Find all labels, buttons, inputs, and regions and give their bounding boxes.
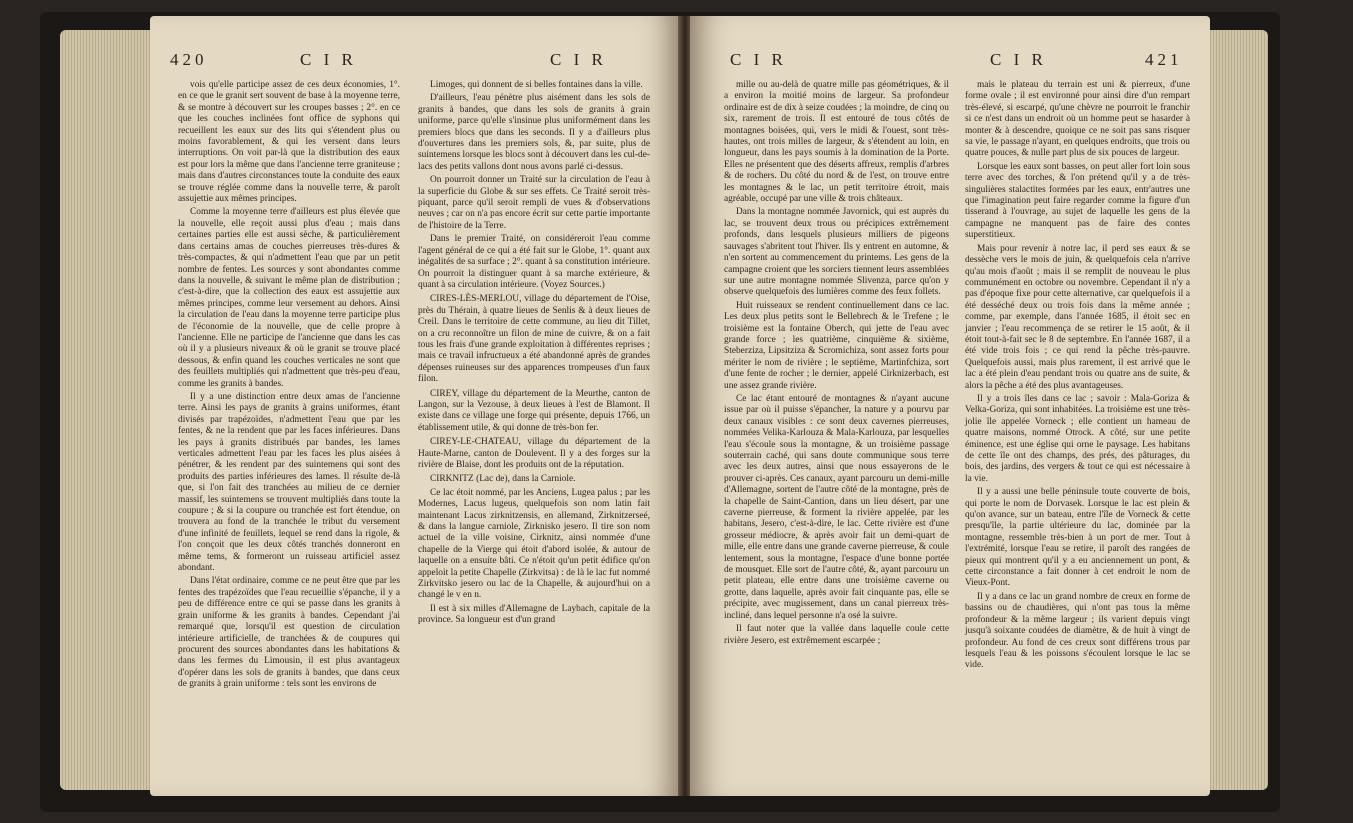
paragraph: Il y a trois îles dans ce lac ; savoir : Mala-Goriza & Velka-Goriza, qui sont inhabitées. La troisième est une très-jolie île appelée Vorneck ; elle contient un hameau de quatre maisons, nommé Otrock. A côté, sur une petite éminence, est une église qui orne le paysage. Les habitans de cette île ont des champs, des prés, des pâturages, du bois, des jardins, des vergers & tout ce qui est nécessaire à la vie. (965, 393, 1190, 484)
paragraph: Il faut noter que la vallée dans laquelle coule cette rivière Jesero, est extrêmement escarpée ; (724, 624, 949, 646)
right-page (690, 16, 1210, 796)
paragraph: Il y a dans ce lac un grand nombre de creux en forme de bassins ou de chaudières, qui n'ont pas tous la même profondeur & la même largeur ; ils varient depuis vingt jusqu'à soixante coudées de diamètre, & de huit à vingt de profondeur. Au fond de ces creux sont différens trous par lesquels l'eau & les poissons s'écoulent lorsque le lac se vide. (965, 591, 1190, 671)
paragraph: Limoges, qui donnent de si belles fontaines dans la ville. (430, 80, 643, 90)
right-running-head: C I R (730, 50, 787, 69)
paragraph: Huit ruisseaux se rendent continuellement dans ce lac. Les deux plus petits sont le Bellebrech & le Trefene ; le troisième est la fontaine Oberch, qui jette de l'eau avec grande force ; les quatrième, cinquième & sixième, Steberziza, Lipsitziza & Scromichiza, sont assez forts pour mériter le nom de rivière ; le septième, Martinfchiza, sort d'une fente de rocher ; le dernier, appelé Cirknizerbach, est une assez grande rivière. (724, 300, 949, 391)
right-running-head-2: C I R (990, 50, 1047, 69)
paragraph: Dans la montagne nommée Javornick, qui est auprès du lac, se trouvent deux trous ou précipices extrêmement profonds, dans lesquels plusieurs milliers de pigeons sauvages s'abritent tout l'hiver. Ils y entrent en automne, & n'en sortent au commencement du printems. Les gens de la campagne croient que les sorciers tiennent leurs assemblées sur une autre montagne nommée Slivenza, parce qu'on y observe quelquefois des lumières comme des feux follets. (724, 207, 949, 298)
left-running-head-2: C I R (550, 50, 607, 69)
left-column-2 (418, 80, 650, 629)
left-page (150, 16, 680, 796)
right-page-number: 421 (1145, 50, 1183, 69)
left-page-number: 420 (170, 50, 208, 69)
paragraph: Ce lac étant entouré de montagnes & n'ayant aucune issue par où il puisse s'épancher, la nature y a pourvu par deux canaux visibles : ce sont deux cavernes pierreuses, nommées Velika-Karlouza & Mala-Karlouza, par lesquelles l'eau s'écoule sous la montagne, & un troisième passage souterrain caché, qui sans doute communique sous terre avec les deux autres, ainsi que nous essayerons de le prouver ci-après. Ces canaux, ayant parcouru un demi-mille d'Allemagne, sortent de l'autre côté de la montagne, près de la chapelle de Saint-Cantion, dans un lieu désert, par une caverne pierreuse, & forment la rivière appelée, par les habitans, Jesero, c'est-à-dire, le lac. Cette rivière est d'une grosseur médiocre, & après avoir fait un demi-quart de mille, elle entre dans une grande caverne pierreuse, & coule lentement, sous la montagne, l'espace d'une bonne portée de mousquet. Elle sort de l'autre côté, &, ayant parcouru un petit plateau, elle entre dans une troisième caverne ou grotte, dans laquelle, après avoir fait cinquante pas, elle se précipite, avec mugissement, dans un canal pierreux très-incliné, dans lequel personne n'a osé la suivre. (724, 393, 949, 621)
paragraph: Il est à six milles d'Allemagne de Laybach, capitale de la province. Sa longueur est d'un grand (418, 603, 650, 626)
paragraph: Il y a une distinction entre deux amas de l'ancienne terre. Ainsi les pays de granits à grains uniformes, étant divisés par trapézoïdes, n'admettent l'eau que par les fentes, & ne la rendent que par les faces inférieures. Dans les pays à granits distribués par bandes, les lames verticales admettent l'eau par les faces les plus aisées à pénétrer, & les rendent par des suintemens qui sont des produits des parties inférieures des lames. Il résulte de-là que, si l'on fait des tranchées au milieu de ce dernier massif, les suintemens se trouvent multipliés dans toute la coupure ; & si la coupure ou tranchée est fort étendue, on trouvera au fond de la tranchée le tribut du versement d'une infinité de feuillets, lequel se rend dans la rigole, & l'on conçoit que les deux côtés tranchés donneront en même tems, & formeront un ruisseau artificiel assez abondant. (178, 391, 400, 574)
paragraph: Mais pour revenir à notre lac, il perd ses eaux & se dessèche vers le mois de juin, & quelquefois cela n'arrive qu'au mois d'août ; mais il se remplit de nouveau le plus communément en octobre ou novembre. Cependant il n'y a pas d'époque fixe pour cette alternative, car quelquefois il a été desséché deux ou trois fois dans la même année ; comme, par exemple, dans l'année 1685, il étoit sec en janvier ; l'eau recommença de se retirer le 15 août, & il étoit tout-à-fait sec le 8 de septembre. En l'année 1687, il a été vide trois fois ; ce qui rend la pêche très-pauvre. Quelquefois aussi, mais plus rarement, il est arrivé que le lac a été plein d'eau pendant trois ou quatre ans de suite, & alors la pêche a été des plus avantageuses. (965, 243, 1190, 391)
paragraph: Lorsque les eaux sont basses, on peut aller fort loin sous terre avec des torches, & l'on prétend qu'il y a de très-singulières stalactites formées par les eaux, entr'autres une que l'imagination peut faire regarder comme la figure d'un tisserand à l'ouvrage, au sujet de laquelle les gens de la campagne ne manquent pas de faire des contes superstitieux. (965, 161, 1190, 241)
paragraph: vois qu'elle participe assez de ces deux économies, 1°. en ce que le granit sert souvent de base à la moyenne terre, & se montre à découvert sur les croupes basses ; 2°. en ce que les couches inclinées font office de syphons qui recueillent les eaux sur des lits qui s'étendent plus ou moins favorablement, & qui les versent dans leurs interruptions. On voit par-là que la distribution des eaux est pour lors la même que dans l'ancienne terre graniteuse ; mais dans d'autres circonstances toute la conduite des eaux se trouve réglée comme dans la nouvelle terre, & paroît assujettie aux mêmes principes. (178, 80, 400, 205)
paragraph: Comme la moyenne terre d'ailleurs est plus élevée que la nouvelle, elle reçoit aussi plus d'eau ; mais dans certaines parties elle est aussi sèche, & particulièrement dans certains amas de couches pierreuses très-dures & très-compactes, & qui n'admettent l'eau que par un petit nombre de fentes. Les sources y sont abondantes comme dans la nouvelle, & suivant le même plan de distribution ; c'est-à-dire, que la collection des eaux est assujettie aux mêmes principes, comme leur versement au dehors. Ainsi la circulation de l'eau dans la moyenne terre participe plus de l'économie de la nouvelle, que de celle propre à l'ancienne. Elle ne participe de l'ancienne que dans les cas où il y a plusieurs niveaux & où le granit se trouve placé dessous, & enfin quand les couches verticales ne sont que des feuillets multipliés qui n'admettent que très-peu d'eau, comme les granits à bandes. (178, 207, 400, 389)
paragraph: D'ailleurs, l'eau pénètre plus aisément dans les sols de granits à bandes, que dans les sols de granits à grain uniforme, parce qu'elle s'insinue plus uniformément dans les premiers blocs que dans les seconds. Il y a d'ailleurs plus d'ouvertures dans les premiers sols, &, par suite, plus de suintemens lorsque les blocs sont à découvert dans les cul-de-lacs des petits vallons dont nous avons parlé ci-dessus. (418, 93, 650, 172)
paragraph: Il y a aussi une belle péninsule toute couverte de bois, qui porte le nom de Dorvasek. Lorsque le lac est plein & qu'on avance, sur un bateau, entre l'île de Vorneck & cette presqu'île, la partie ultérieure du lac, dominée par la montagne, ressemble très-bien à un port de mer. Tout à l'extrémité, lorsque l'eau se retire, il paroît des rangées de pieux qui montrent qu'il y a eu anciennement un pont, & cette circonstance a fait donner à cet endroit le nom de Vieux-Pont. (965, 487, 1190, 589)
paragraph: Ce lac étoit nommé, par les Anciens, Lugea palus ; par les Modernes, Lacus lugeus, quelquefois son nom latin fait maintenant Lacus zirknitzensis, en allemand, Zirknitzerseé, & dans la langue carniole, Zirknisko jesero. Il tire son nom actuel de la ville voisine, Cirknitz, ainsi nommée d'une chapelle de la Vierge qui étoit d'abord isolée, & autour de laquelle on a ensuite bâti. Ce n'étoit qu'un petit édifice qu'on appeloit la petite Chapelle (Zirkvitsa) : de là le lac fut nommé Zirkvitsko jesero ou lac de la Chapelle, & aujourd'hui on a changé le v en n. (418, 487, 650, 601)
entry-cirey: CIREY, village du département de la Meurthe, canton de Langon, sur la Vezouse, à deux lieues à l'est de Blamont. Il existe dans ce village une forge qui présente, depuis 1766, un établissement utile, & qui donne de très-bon fer. (418, 388, 650, 433)
paragraph: mille ou au-delà de quatre mille pas géométriques, & il a environ la moitié moins de largeur. Sa profondeur ordinaire est de dix à seize coudées ; la moindre, de cinq ou six, rarement de trois. Il est entouré de tous côtés de montagnes boisées, qui, vers le midi & l'ouest, sont très-hautes, ont trois milles de largeur, & s'étendent au loin, en longueur, dans les pays soumis à la domination de la Porte. Elles ne présentent que des déserts affreux, remplis d'arbres & de rochers. Du côté du nord & de l'est, on trouve entre les montagnes & le lac, un petit territoire étroit, mais agréable, occupé par une ville & trois châteaux. (724, 80, 949, 205)
left-column-1 (178, 80, 400, 693)
left-page-edges (60, 30, 152, 790)
entry-cirknitz: CIRKNITZ (Lac de), dans la Carniole. (430, 474, 576, 485)
paragraph: On pourroit donner un Traité sur la circulation de l'eau à la superficie du Globe & sur ses effets. Ce Traité seroit très-piquant, parce qu'il seroit rempli de vues & d'observations neuves ; car on n'a pas encore écrit sur cette partie importante de l'histoire de la Terre. (418, 175, 650, 231)
right-column-1 (724, 80, 949, 649)
entry-cires-les-merlou: CIRES-LÈS-MERLOU, village du département de l'Oise, près du Thérain, à quatre lieues de Senlis & à deux lieues de Creil. Dans le territoire de cette commune, au lieu dit Tillet, on a cru reconnoître un filon de mine de cuivre, & on a fait tous les frais d'une grande exploitation à différentes reprises ; mais ce travail infructueux a été abandonné après de grandes dépenses ruineuses sur des apparences trompeuses d'un faux filon. (418, 294, 650, 385)
left-running-head-1: C I R (300, 50, 357, 69)
right-column-2 (965, 80, 1190, 674)
right-page-edges (1208, 30, 1268, 790)
paragraph: Dans l'état ordinaire, comme ce ne peut être que par les fentes des trapézoïdes que l'eau recueillie s'épanche, il y a peu de différence entre ce qui se passe dans les granits à grain uniforme & les granits à bandes. Cependant j'ai remarqué que, lorsqu'il est question de circulation intérieure artificielle, de tranchées & de coupures qui procurent des sources abondantes dans les habitations & dans les fermes du Limousin, il est plus avantageux d'opérer dans les sols de granits à bandes, que dans ceux de granits à grain uniforme : tels sont les environs de (178, 576, 400, 690)
paragraph: mais le plateau du terrain est uni & pierreux, d'une forme ovale ; il est environné pour ainsi dire d'un rempart très-élevé, si escarpé, qu'une chèvre ne pourroit le franchir si ce n'est dans un endroit où un homme peut se hasarder à monter & à descendre, quoique ce ne soit pas sans risquer sa vie, le passage n'ayant, en quelques endroits, que trois ou quatre pouces, & nulle part plus de six pouces de largeur. (965, 80, 1190, 159)
paragraph: Dans le premier Traité, on considéreroit l'eau comme l'agent général de ce qui a été fait sur le Globe, 1°. quant aux inégalités de sa surface ; 2°. quant à sa constitution intérieure. On pourroit la distinguer quant à sa marche extérieure, & quant à sa circulation intérieure. (Voyez Sources.) (418, 234, 650, 290)
entry-cirey-le-chateau: CIREY-LE-CHATEAU, village du département de la Haute-Marne, canton de Doulevent. Il y a des forges sur la rivière de Blaise, dont les produits ont de la réputation. (418, 437, 650, 470)
